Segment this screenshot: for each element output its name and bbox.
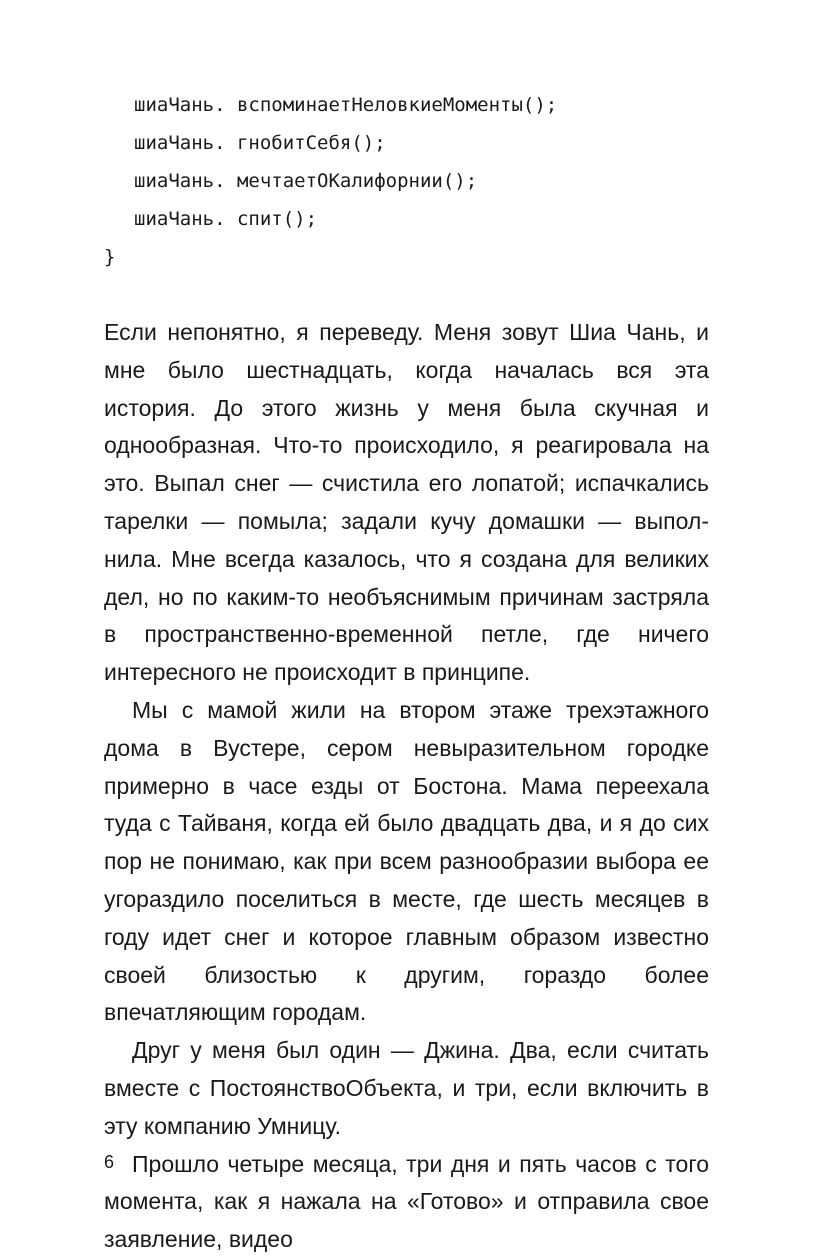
body-text bbox=[104, 314, 709, 1259]
paragraph: Если непонятно, я переведу. Меня зовут Шиа Чань, и мне было шестнадцать, когда началась вся эта история. До этого жизнь у меня была скучная и однообразная. Что-то происходило, я реагировала на это. Выпал снег — счистила его лопатой; испачкались тарелки — помыла; задали кучу домашки — выполнила. Мне всегда казалось, что я создана для великих дел, но по каким-то необъяснимым причинам застряла в пространственно-временной петле, где ничего интересного не происходит в принципе. bbox=[104, 319, 709, 686]
paragraph: Друг у меня был один — Джина. Два, если считать вместе с ПостоянствоОбъекта, и три, если включить в эту компанию Умницу. bbox=[104, 1037, 709, 1139]
code-line: шиаЧань. спит(); bbox=[134, 208, 318, 230]
page-number: 6 bbox=[104, 1152, 115, 1172]
code-closing-brace: } bbox=[104, 246, 116, 268]
paragraph: Мы с мамой жили на втором этаже трехэтажного дома в Вустере, сером невыразительном городке примерно в часе езды от Бостона. Мама переехала туда с Тайваня, когда ей было двадцать два, и я до сих пор не понимаю, как при всем разнообразии выбора ее угораздило поселиться в месте, где шесть месяцев в году идет снег и которое главным образом известно своей близостью к другим, гораздо более впечатляющим городам. bbox=[104, 696, 709, 1026]
code-block bbox=[104, 86, 744, 276]
code-line: шиаЧань. гнобитСебя(); bbox=[134, 132, 386, 154]
code-line: шиаЧань. вспоминаетНеловкиеМоменты(); bbox=[134, 94, 558, 116]
paragraph: Прошло четыре месяца, три дня и пять часов с того момента, как я нажала на «Готово» и отправила свое заявление, видео bbox=[104, 1150, 709, 1253]
code-line: шиаЧань. мечтаетОКалифорнии(); bbox=[134, 170, 478, 192]
